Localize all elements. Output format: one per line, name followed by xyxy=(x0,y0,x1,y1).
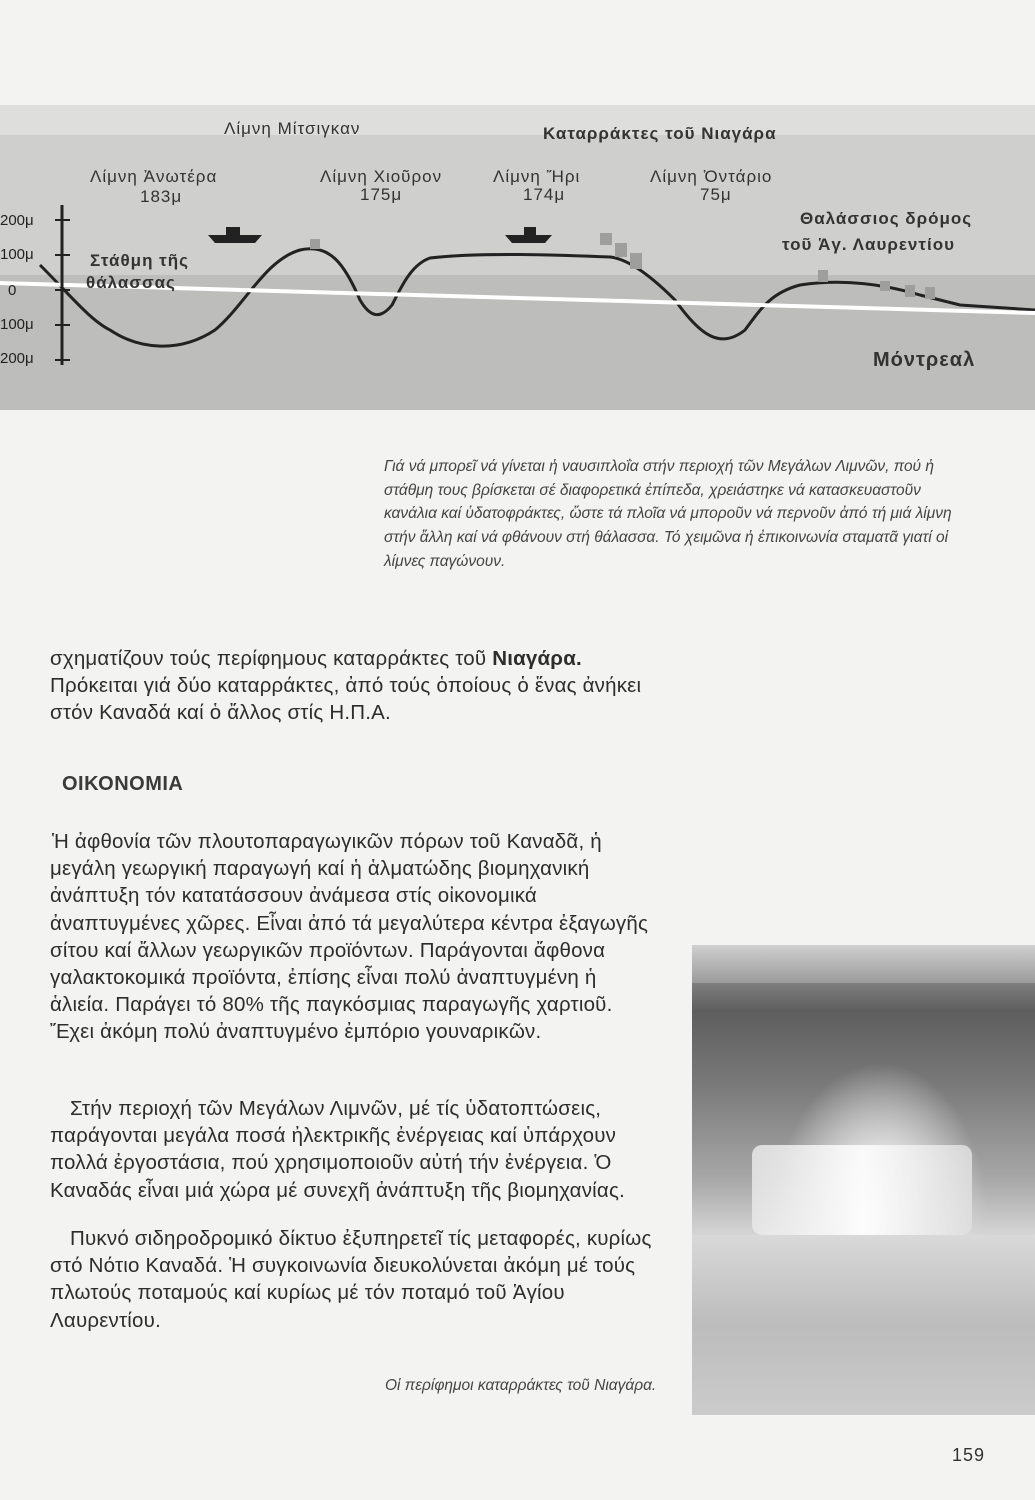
scale-label-100-top: 100μ xyxy=(0,246,34,263)
economy-paragraph-2: Στήν περιοχή τῶν Μεγάλων Λιμνῶν, μέ τίς ὑδατοπτώσεις, παράγονται μεγάλα ποσά ἠλεκτρικῆς ἐνέργειας καί ὑπάρχουν πολλά ἐργοστάσια, πού χρησιμοποιοῦν αὐτή τήν ἐνέργεια. Ὁ Καναδάς εἶναι μιά χώρα μέ συνεχῆ ἀνάπτυξη τῆς βιομηχανίας. xyxy=(50,1097,625,1202)
label-lake-huron-alt: 175μ xyxy=(360,185,403,204)
photo-falls xyxy=(752,1145,972,1235)
economy-paragraph-1: Ἡ ἀφθονία τῶν πλουτοπαραγωγικῶν πόρων τοῦ Καναδᾶ, ἡ μεγάλη γεωργική παραγωγή καί ἡ ἁλματώδης βιομηχανική ἀνάπτυξη τόν κατατάσσουν ἀνάμεσα στίς οἰκονομικά ἀναπτυγμένες χῶρες. Εἶναι ἀπό τά μεγαλύτερα κέντρα ἐξαγωγῆς σίτου καί ἄλλων γεωργικῶν προϊόντων. Παράγονται ἄφθονα γαλακτοκομικά προϊόντα, ἐπίσης εἶναι πολύ ἀναπτυγμένη ἡ ἁλιεία. Παράγει τό 80% τῆς παγκόσμιας παραγωγῆς χαρτιοῦ. Ἔχει ἀκόμη πολύ ἀναπτυγμένο ἐμπόριο γουναρικῶν. xyxy=(50,830,649,1044)
photo-caption: Οἱ περίφημοι καταρράκτες τοῦ Νιαγάρα. xyxy=(385,1377,657,1394)
label-lake-michigan: Λίμνη Μίτσιγκαν xyxy=(224,119,361,138)
label-seaway-line2: τοῦ Ἁγ. Λαυρεντίου xyxy=(782,235,955,254)
label-lake-superior-alt: 183μ xyxy=(140,187,183,206)
scale-label-200-top: 200μ xyxy=(0,212,34,229)
label-niagara-falls: Καταρράκτες τοῦ Νιαγάρα xyxy=(543,124,777,143)
label-lake-superior: Λίμνη Ἀνωτέρα xyxy=(90,167,218,186)
section-heading: ΟΙΚΟΝΟΜΙΑ xyxy=(62,773,184,795)
intro-part1: σχηματίζουν τούς περίφημους καταρράκτες τοῦ xyxy=(50,647,493,670)
label-seaway-line1: Θαλάσσιος δρόμος xyxy=(800,209,973,228)
intro-paragraph xyxy=(50,645,660,727)
intro-bold-niagara: Νιαγάρα. xyxy=(492,647,582,670)
photo-sky xyxy=(692,945,1035,983)
scale-label-zero: 0 xyxy=(8,282,17,299)
ship-icon-erie xyxy=(505,227,552,243)
diagram-caption: Γιά νά μπορεῖ νά γίνεται ἡ ναυσιπλοΐα στήν περιοχή τῶν Μεγάλων Λιμνῶν, πού ἡ στάθμη τους βρίσκεται σέ διαφορετικά ἐπίπεδα, χρειάστηκε νά κατασκευαστοῦν κανάλια καί ὑδατοφράκτες, ὥστε τά πλοῖα νά μποροῦν νά περνοῦν ἀπό τή μιά λίμνη στήν ἄλλη καί νά φθάνουν στή θάλασσα. Τό χειμῶνα ἡ ἐπικοινωνία σταματᾶ γιατί οἱ λίμνες παγώνουν. xyxy=(384,458,952,570)
ship-icon-superior xyxy=(208,227,262,243)
page-number: 159 xyxy=(952,1445,986,1465)
scale-label-200-bottom: 200μ xyxy=(0,350,34,367)
scale-label-100-bottom: 100μ xyxy=(0,316,34,333)
photo-mist xyxy=(692,1235,1035,1415)
label-montreal: Μόντρεαλ xyxy=(873,349,976,371)
niagara-falls-photo xyxy=(692,945,1035,1415)
label-lake-erie-alt: 174μ xyxy=(523,185,566,204)
label-sea-level-line1: Στάθμη τῆς xyxy=(90,251,189,270)
label-lake-ontario-alt: 75μ xyxy=(700,185,732,204)
land-profile-shading xyxy=(0,275,1035,410)
label-lake-erie: Λίμνη Ἤρι xyxy=(493,167,581,186)
label-lake-ontario: Λίμνη Ὀντάριο xyxy=(650,167,773,186)
economy-paragraph-3: Πυκνό σιδηροδρομικό δίκτυο ἐξυπηρετεῖ τίς μεταφορές, κυρίως στό Νότιο Καναδά. Ἡ συγκοινωνία διευκολύνεται ἀκόμη μέ τούς πλωτούς ποταμούς καί κυρίως μέ τόν ποταμό τοῦ Ἁγίου Λαυρεντίου. xyxy=(50,1227,652,1332)
label-lake-huron: Λίμνη Χιοῦρον xyxy=(320,167,443,186)
intro-part2: Πρόκειται γιά δύο καταρράκτες, ἀπό τούς ὁποίους ὁ ἕνας ἀνήκει στόν Καναδά καί ὁ ἄλλος στίς Η.Π.Α. xyxy=(50,674,642,725)
label-sea-level-line2: θάλασσας xyxy=(86,273,176,292)
